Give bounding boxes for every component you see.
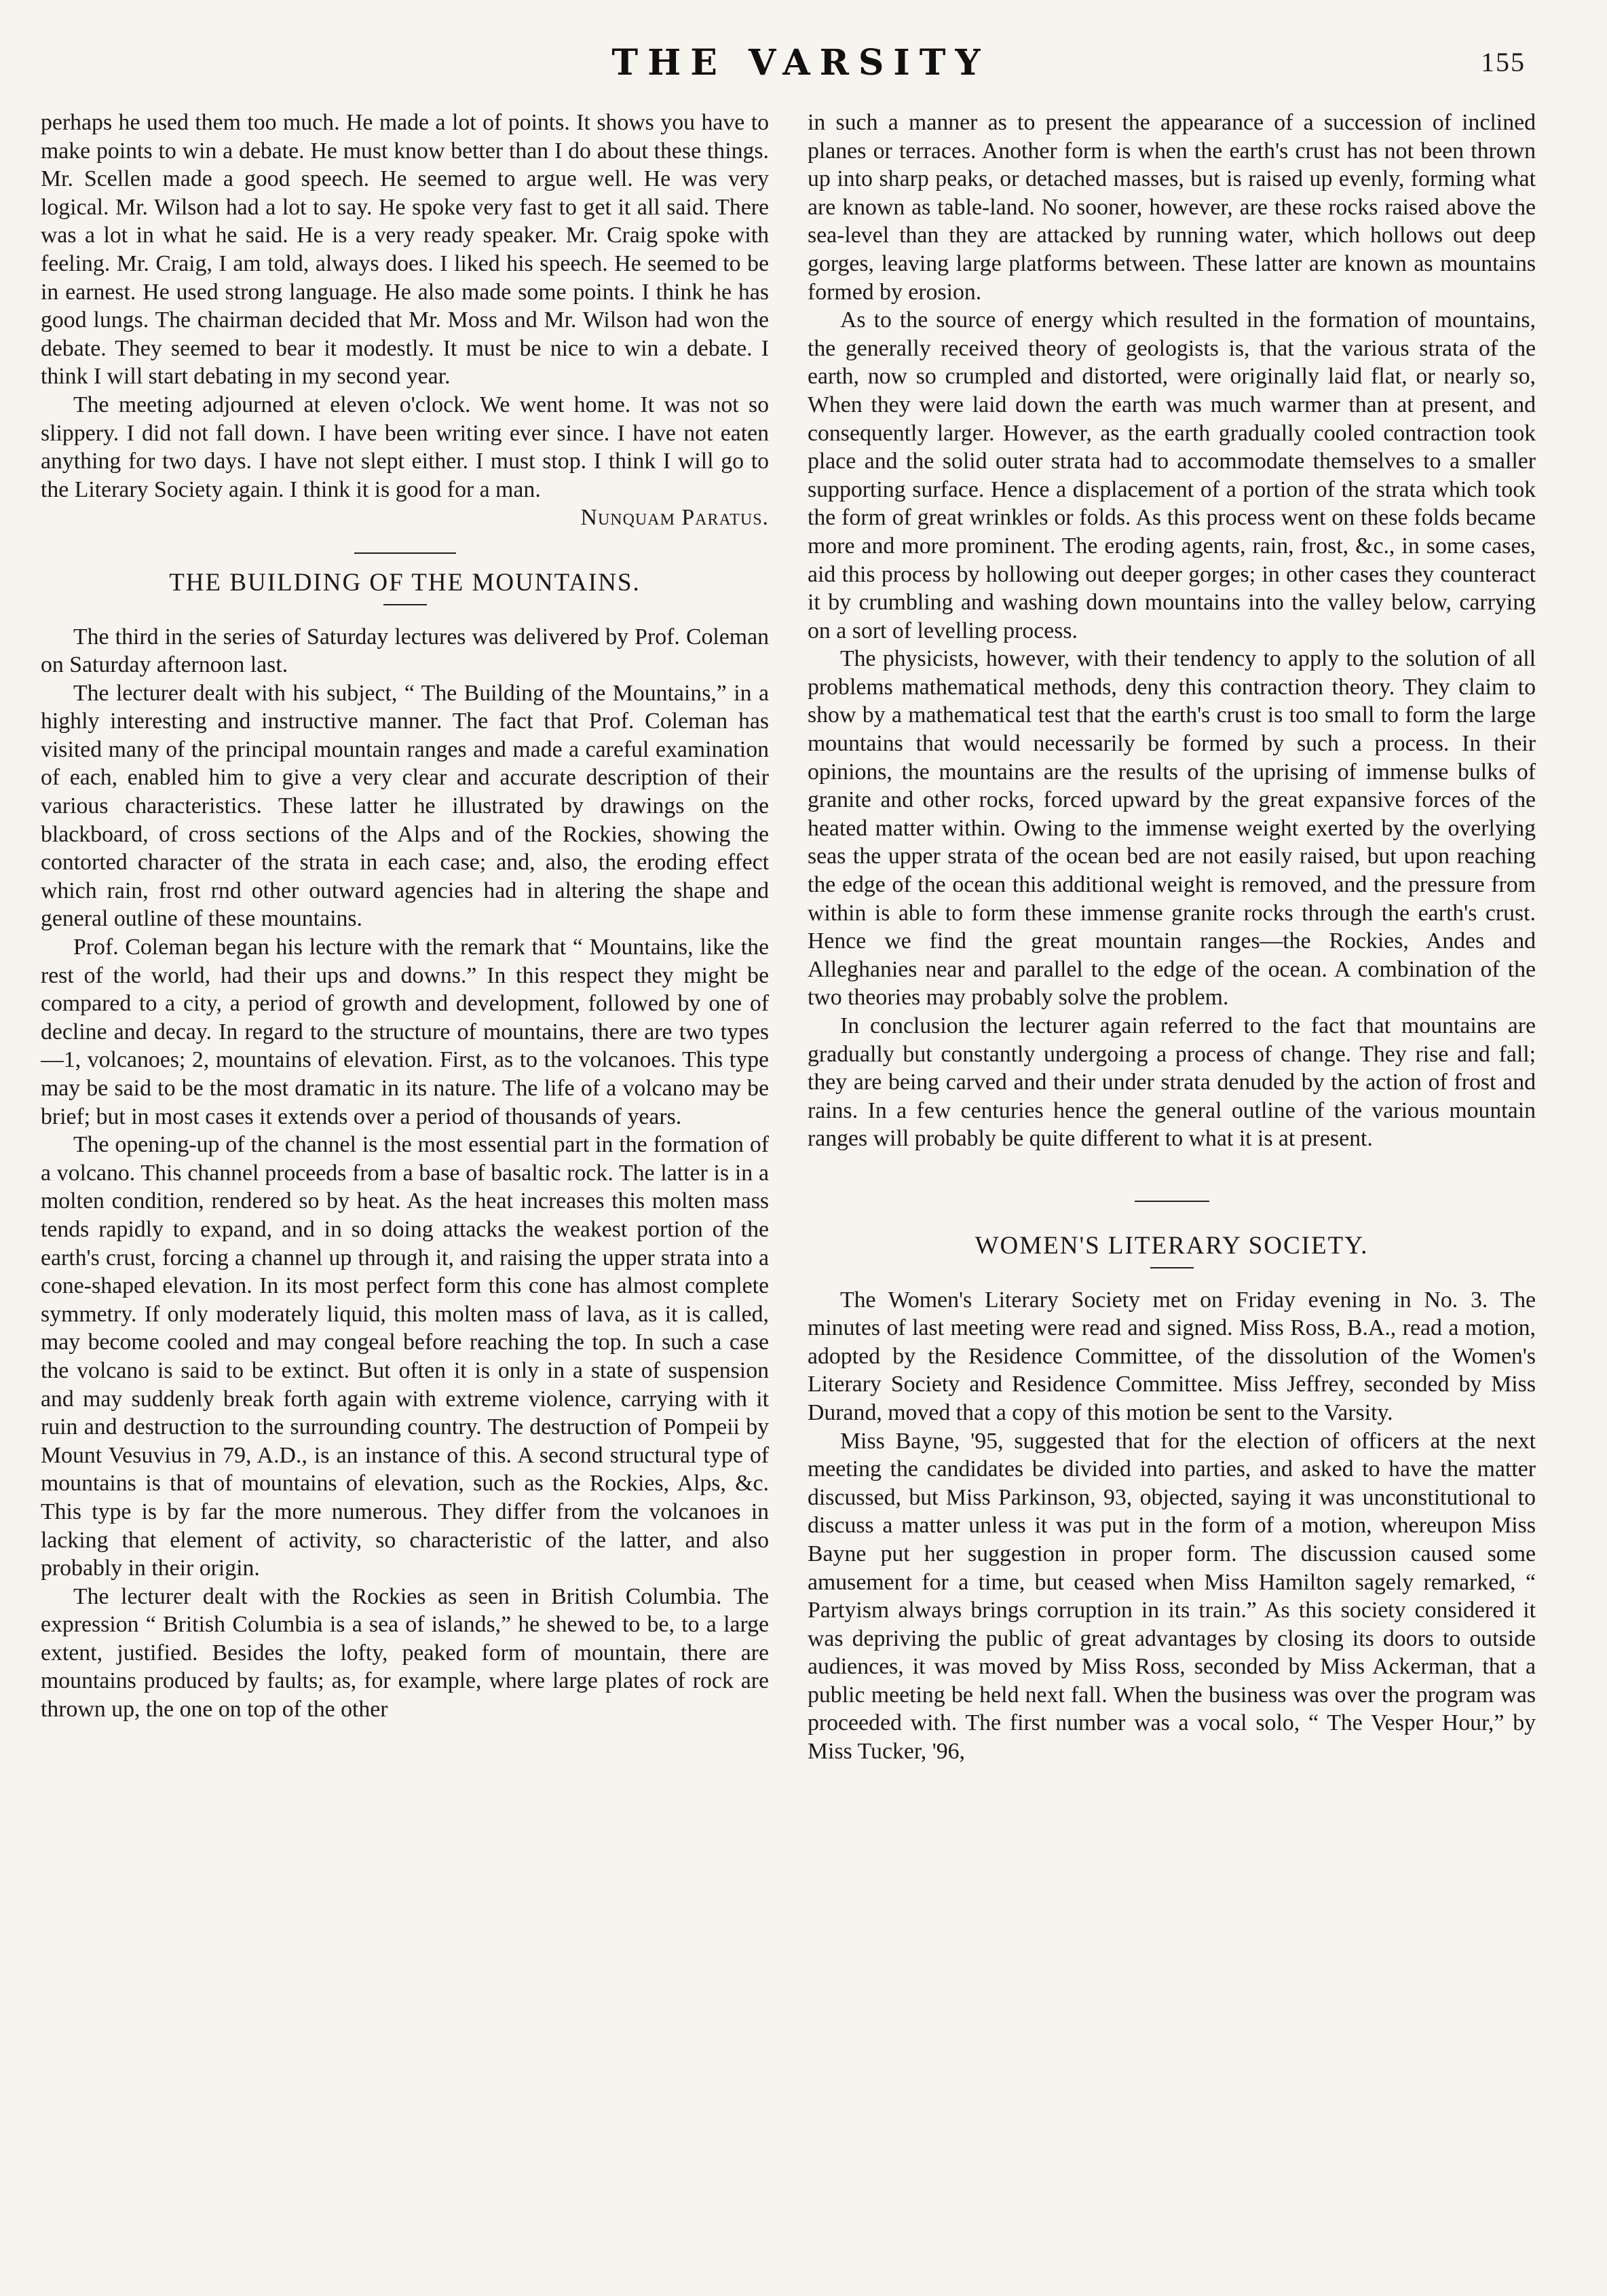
- article-title: THE BUILDING OF THE MOUNTAINS.: [169, 568, 641, 597]
- article-paragraph: The third in the series of Saturday lectures was delivered by Prof. Coleman on Saturday afternoon last.: [41, 624, 769, 678]
- article-paragraph: Prof. Coleman began his lecture with the remark that “ Mountains, like the rest of the world, had their ups and downs.” In this respect they might be compared to a city, a period of growth and development, followed by one of decline and decay. In regard to the structure of mountains, there are two types—1, volcanoes; 2, mountains of elevation. First, as to the volcanoes. This type may be said to be the most dramatic in its nature. The life of a volcano may be brief; but in most cases it extends over a period of thousands of years.: [41, 935, 769, 1129]
- article-paragraph: The opening-up of the channel is the most essential part in the formation of a volcano. This channel proceeds from a base of basaltic rock. The latter is in a molten condition, rendered so by heat. As the heat increases this molten mass tends rapidly to expand, and in so doing attacks the weakest portion of the earth's crust, forcing a channel up through it, and raising the upper strata into a cone-shaped elevation. In its most perfect form this cone has almost complete symmetry. If only moderately liquid, this molten mass of lava, as it is called, may become cooled and may congeal before reaching the top. In such a case the volcano is said to be extinct. But often it is only in a state of suspension and may suddenly break forth again with extreme violence, carrying with it ruin and destruction to the surrounding country. The destruction of Pompeii by Mount Vesuvius in 79, A.D., is an instance of this. A second structural type of mountains is that of mountains of elevation, such as the Rockies, Alps, &c. This type is by far the more numerous. They differ from the volcanoes in lacking that element of activity, so characteristic of the latter, and also probably in their origin.: [41, 1132, 769, 1581]
- section-divider: [1135, 1201, 1209, 1202]
- title-underline: [383, 604, 427, 605]
- page-number: 155: [1481, 47, 1526, 77]
- masthead: [0, 42, 1607, 90]
- left-column: [41, 109, 769, 2267]
- section-divider: [354, 552, 456, 554]
- letter-paragraph: perhaps he used them too much. He made a lot of points. It shows you have to make points to win a debate. He must know better than I do about these things. Mr. Scellen made a good speech. He seemed to argue well. He was very logical. Mr. Wilson had a lot to say. He spoke very fast to get it all said. There was a lot in what he said. He is a very ready speaker. Mr. Craig spoke with feeling. Mr. Craig, I am told, always does. I liked his speech. He seemed to be in earnest. He used strong language. He also made some points. I think he has good lungs. The chairman decided that Mr. Moss and Mr. Wilson had won the debate. They seemed to bear it modestly. It must be nice to win a debate. I think I will start debating in my second year.: [41, 110, 769, 390]
- author-signature: Nunquam Paratus.: [580, 505, 769, 531]
- article-paragraph: in such a manner as to present the appearance of a succession of inclined planes or terraces. Another form is when the earth's crust has not been thrown up into sharp peaks, or detached masses, but is raised up evenly, forming what are known as table-land. No sooner, however, are these rocks raised above the sea-level than they are attacked by running water, which hollows out deep gorges, leaving large platforms between. These latter are known as mountains formed by erosion.: [808, 110, 1536, 305]
- article-paragraph: The lecturer dealt with the Rockies as seen in British Columbia. The expression “ British Columbia is a sea of islands,” he shewed to be, to a large extent, justified. Besides the lofty, peaked form of mountain, there are mountains produced by faults; as, for example, where large plates of rock are thrown up, the one on top of the other: [41, 1583, 769, 1723]
- society-paragraph: Miss Bayne, '95, suggested that for the election of officers at the next meeting the candidates be divided into parties, and asked to have the matter discussed, but Miss Parkinson, 93, objected, saying it was unconstitutional to discuss a matter unless it was put in the form of a motion, whereupon Miss Bayne put her suggestion in proper form. The discussion caused some amusement for a time, but ceased when Miss Hamilton sagely remarked, “ Partyism always brings corruption in its train.” As this society considered it was depriving the public of great advantages by closing its doors to outside audiences, it was moved by Miss Ross, seconded by Miss Ackerman, that a public meeting be held next fall. When the business was over the program was proceeded with. The first number was a vocal solo, “ The Vesper Hour,” by Miss Tucker, '96,: [808, 1428, 1536, 1765]
- article-paragraph: The lecturer dealt with his subject, “ The Building of the Mountains,” in a highly interesting and instructive manner. The fact that Prof. Coleman has visited many of the principal mountain ranges and made a careful examination of each, enabled him to give a very clear and accurate description of their various characteristics. These latter he illustrated by drawings on the blackboard, of cross sections of the Alps and of the Rockies, showing the contorted character of the strata in each case; and, also, the eroding effect which rain, frost rnd other outward agencies had in altering the shape and general outline of these mountains.: [41, 680, 769, 932]
- article-paragraph: As to the source of energy which resulted in the formation of mountains, the generally received theory of geologists is, that the various strata of the earth, now so crumpled and distorted, were originally laid flat, or nearly so, When they were laid down the earth was much warmer than at present, and consequently larger. However, as the earth gradually cooled contraction took place and the solid outer strata had to accommodate themselves to a smaller supporting surface. Hence a displacement of a portion of the strata which took the form of great wrinkles or folds. As this process went on these folds became more and more prominent. The eroding agents, rain, frost, &c., in some cases, aid this process by hollowing out deeper gorges; in other cases they counteract it by crumbling and washing down mountains into the valley below, carrying on a sort of levelling process.: [808, 307, 1536, 643]
- society-paragraph: The Women's Literary Society met on Friday evening in No. 3. The minutes of last meeting were read and signed. Miss Ross, B.A., read a motion, adopted by the Residence Committee, of the dissolution of the Women's Literary Society and Residence Committee. Miss Jeffrey, seconded by Miss Durand, moved that a copy of this motion be sent to the Varsity.: [808, 1287, 1536, 1425]
- masthead-title: THE VARSITY: [611, 42, 990, 83]
- letter-paragraph: [41, 391, 769, 532]
- right-column: [808, 109, 1536, 2267]
- letter-paragraph-text: The meeting adjourned at eleven o'clock. We went home. It was not so slippery. I did not fall down. I have been writing ever since. I have not eaten anything for two days. I have not slept either. I must stop. I think I will go to the Literary Society again. I think it is good for a man.: [41, 392, 769, 502]
- article-paragraph: The physicists, however, with their tendency to apply to the solution of all problems mathematical methods, deny this contraction theory. They claim to show by a mathematical test that the earth's crust is too small to form the large mountains that would necessarily be formed by such a process. In their opinions, the mountains are the results of the uprising of immense bulks of granite and other rocks, forced upward by the great expansive forces of the heated matter within. Owing to the immense weight exerted by the overlying seas the upper strata of the ocean bed are not easily raised, but upon reaching the edge of the ocean this additional weight is removed, and the pressure from within is able to form these immense granite rocks through the earth's crust. Hence we find the great mountain ranges—the Rockies, Andes and Alleghanies near and parallel to the edge of the ocean. A combination of the two theories may probably solve the problem.: [808, 646, 1536, 1011]
- society-title: WOMEN'S LITERARY SOCIETY.: [975, 1231, 1369, 1260]
- article-paragraph: In conclusion the lecturer again referred to the fact that mountains are gradually but constantly undergoing a process of change. They rise and fall; they are being carved and their under strata denuded by the action of frost and rains. In a few centuries hence the general outline of the various mountain ranges will probably be quite different to what it is at present.: [808, 1013, 1536, 1152]
- title-underline: [1150, 1267, 1194, 1268]
